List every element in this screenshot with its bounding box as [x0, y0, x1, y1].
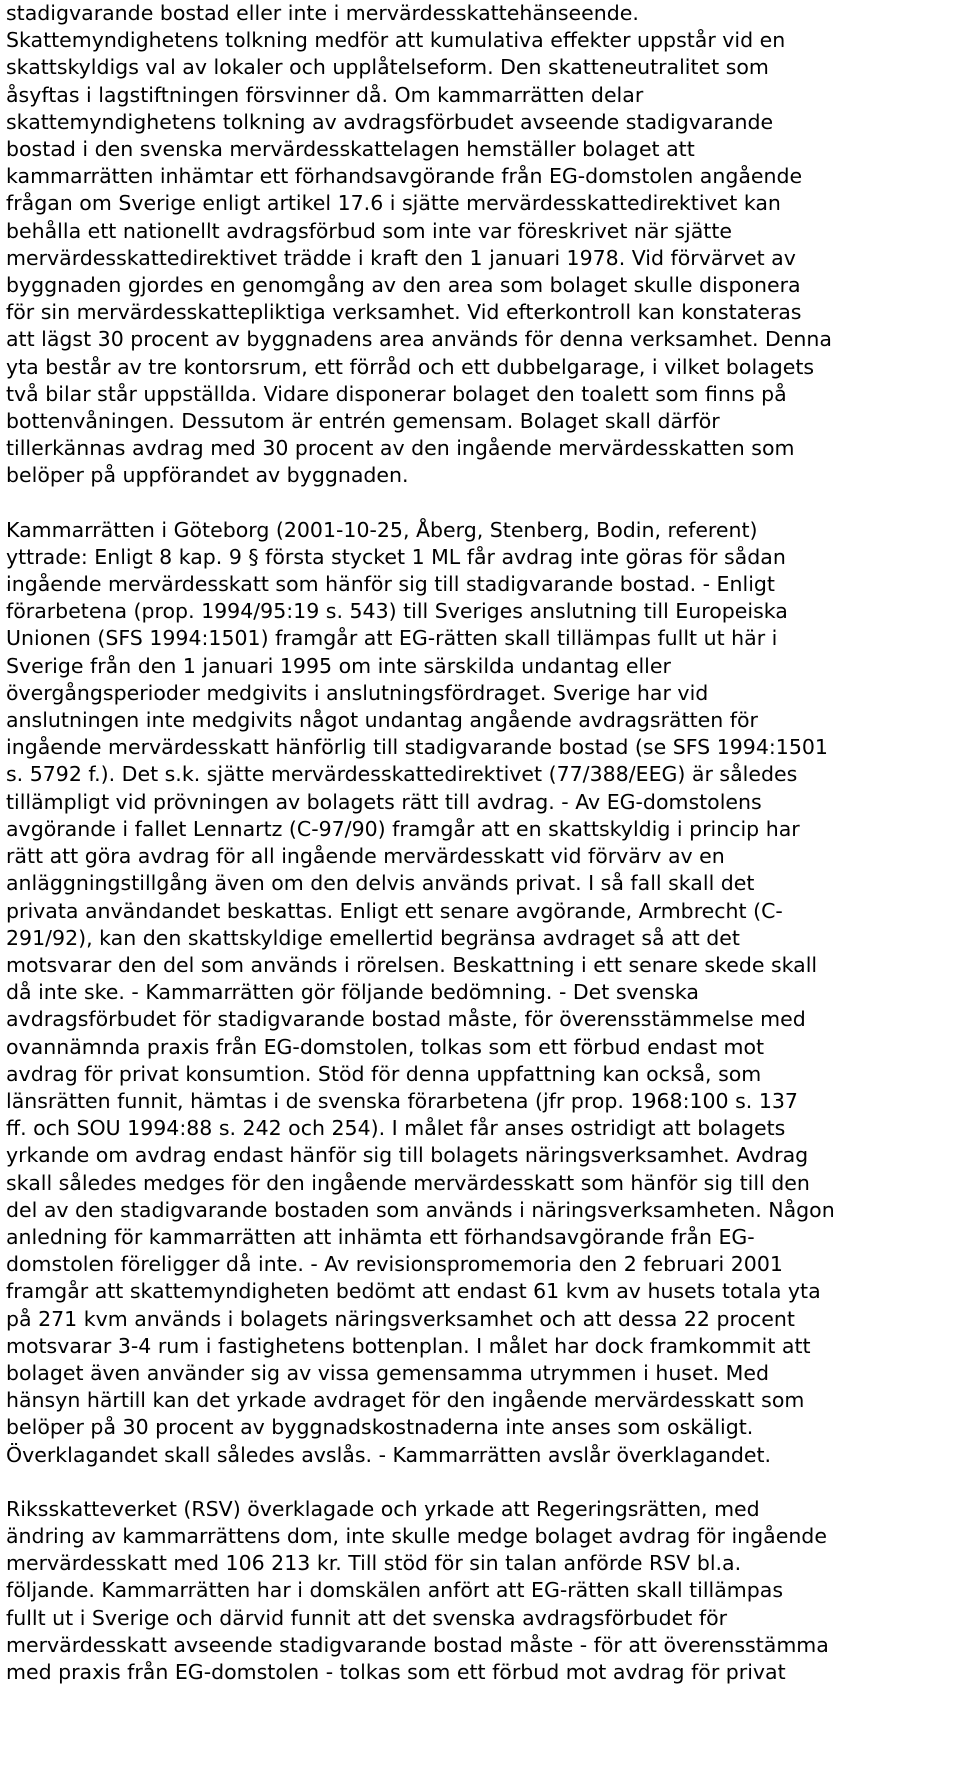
paragraph-rsv-appeal: Riksskatteverket (RSV) överklagade och yrkade att Regeringsrätten, med ändring av kammarrättens dom, inte skulle medge bolaget avdrag för ingående mervärdesskatt med 106 213 kr. Till stöd för sin talan anförde RSV bl.a. följande. Kammarrätten har i domskälen anfört att EG-rätten skall tillämpas fullt ut i Sverige och därvid funnit att det svenska avdragsförbudet för mervärdesskatt avseende stadigvarande bostad måste - för att överensstämma med praxis från EG-domstolen - tolkas som ett förbud mot avdrag för privat: [6, 1496, 829, 1684]
paragraph-company-claim: stadigvarande bostad eller inte i mervärdesskattehänseende. Skattemyndighetens tolkning medför att kumulativa effekter uppstår vid en skattskyldigs val av lokaler och upplåtelseform. Den skatteneutralitet som åsyftas i lagstiftningen försvinner då. Om kammarrätten delar skattemyndighetens tolkning av avdragsförbudet avseende stadigvarande bostad i den svenska mervärdesskattelagen hemställer bolaget att kammarrätten inhämtar ett förhandsavgörande från EG-domstolen angående frågan om Sverige enligt artikel 17.6 i sjätte mervärdesskattedirektivet kan behålla ett nationellt avdragsförbud som inte var föreskrivet när sjätte mervärdesskattedirektivet trädde i kraft den 1 januari 1978. Vid förvärvet av byggnaden gjordes en genomgång av den area som bolaget skulle disponera för sin mervärdesskattepliktiga verksamhet. Vid efterkontroll kan konstateras att lägst 30 procent av byggnadens area används för denna verksamhet. Denna yta består av tre kontorsrum, ett förråd och ett dubbelgarage, i vilket bolagets två bilar står uppställda. Vidare disponerar bolaget den toalett som finns på bottenvåningen. Dessutom är entrén gemensam. Bolaget skall därför tillerkännas avdrag med 30 procent av den ingående mervärdesskatten som belöper på uppförandet av byggnaden.: [6, 1, 832, 488]
paragraph-court-of-appeal-ruling: Kammarrätten i Göteborg (2001-10-25, Åberg, Stenberg, Bodin, referent) yttrade: Enligt 8 kap. 9 § första stycket 1 ML får avdrag inte göras för sådan ingående mervärdesskatt som hänför sig till stadigvarande bostad. - Enligt förarbetena (prop. 1994/95:19 s. 543) till Sveriges anslutning till Europeiska Unionen (SFS 1994:1501) framgår att EG-rätten skall tillämpas fullt ut här i Sverige från den 1 januari 1995 om inte särskilda undantag eller övergångsperioder medgivits i anslutningsfördraget. Sverige har vid anslutningen inte medgivits något undantag angående avdragsrätten för ingående mervärdesskatt hänförlig till stadigvarande bostad (se SFS 1994:1501 s. 5792 f.). Det s.k. sjätte mervärdesskattedirektivet (77/388/EEG) är således tillämpligt vid prövningen av bolagets rätt till avdrag. - Av EG-domstolens avgörande i fallet Lennartz (C-97/90) framgår att en skattskyldig i princip har rätt att göra avdrag för all ingående mervärdesskatt vid förvärv av en anläggningstillgång även om den delvis används privat. I så fall skall det privata användandet beskattas. Enligt ett senare avgörande, Armbrecht (C- 291/92), kan den skattskyldige emellertid begränsa avdraget så att det motsvarar den del som används i rörelsen. Beskattning i ett senare skede skall då inte ske. - Kammarrätten gör följande bedömning. - Det svenska avdragsförbudet för stadigvarande bostad måste, för överensstämmelse med ovannämnda praxis från EG-domstolen, tolkas som ett förbud endast mot avdrag för privat konsumtion. Stöd för denna uppfattning kan också, som länsrätten funnit, hämtas i de svenska förarbetena (jfr prop. 1968:100 s. 137 ff. och SOU 1994:88 s. 242 och 254). I målet får anses ostridigt att bolagets yrkande om avdrag endast hänför sig till bolagets näringsverksamhet. Avdrag skall således medges för den ingående mervärdesskatt som hänför sig till den del av den stadigvarande bostaden som används i näringsverksamheten. Någon anledning för kammarrätten att inhämta ett förhandsavgörande från EG- domstolen föreligger då inte. - Av revisionspromemoria den 2 februari 2001 framgår att skattemyndigheten bedömt att endast 61 kvm av husets totala yta på 271 kvm används i bolagets näringsverksamhet och att dessa 22 procent motsvarar 3-4 rum i fastighetens bottenplan. I målet har dock framkommit att bolaget även använder sig av vissa gemensamma utrymmen i huset. Med hänsyn härtill kan det yrkade avdraget för den ingående mervärdesskatt som belöper på 30 procent av byggnadskostnaderna inte anses som oskäligt. Överklagandet skall således avslås. - Kammarrätten avslår överklagandet.: [6, 517, 835, 1467]
